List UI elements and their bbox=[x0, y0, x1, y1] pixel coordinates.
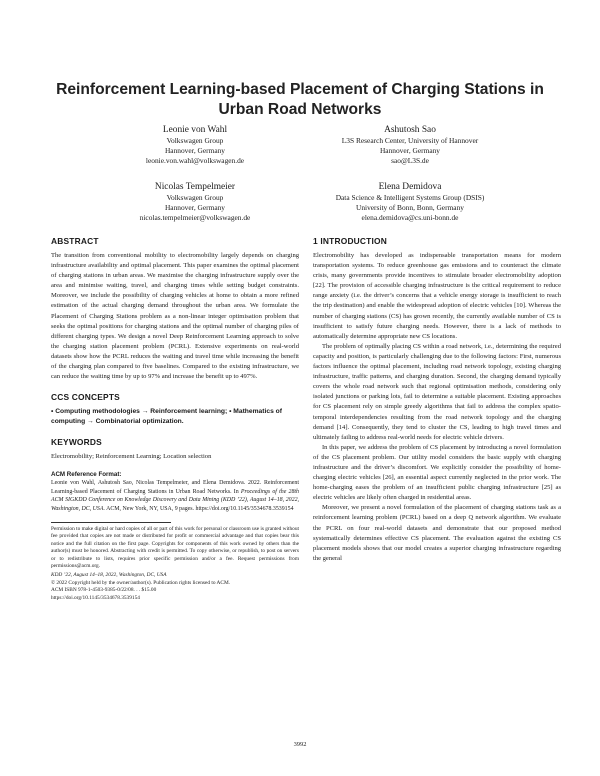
author-location: Hannover, Germany bbox=[164, 146, 226, 156]
right-column bbox=[313, 236, 561, 564]
acm-reference-part-1: Leonie von Wahl, Ashutosh Sao, Nicolas Tempelmeier, and Elena Demidova. 2022. Reinforcement Learning-based Placement of Charging Stations in Urban Road Networks. In bbox=[51, 480, 299, 495]
keywords-text: Electromobility; Reinforcement Learning; Location selection bbox=[51, 453, 212, 461]
introduction-heading: 1 INTRODUCTION bbox=[313, 236, 387, 246]
acm-reference-part-2: ACM, New York, NY, USA, 9 pages. https://doi.org/10.1145/3534678.3539154 bbox=[104, 505, 294, 512]
intro-paragraph-2: The problem of optimally placing CS within a road network, i.e., determining the required capacity and position, is particularly challenging due to the following factors: First, numerous factors influence the optimal placement, including road network topology, existing charging infrastructure, traffic patterns, and charging duration. Second, the charging demand typically covers the whole road network such that regional optimisation methods, considering only isolated junctions or parking lots, fail to determine a suitable placement. Existing approaches for CS placement rely on simple greedy algorithms that fail to address the complex spatio-temporal interdependencies resulting from the road network topology and the charging demand [14]. Consequently, they tend to cluster the CS, leading to high travel times and ultimately failing to address real-world needs for electric vehicle drivers. bbox=[313, 342, 561, 441]
acm-reference-venue: Proceedings of the 28th ACM SIGKDD Conference on Knowledge Discovery and Data Mining (KDD ’22), August 14–18, 2022, Washington, DC, USA. bbox=[51, 488, 300, 512]
author-location: University of Bonn, Bonn, Germany bbox=[356, 203, 464, 213]
author-email: nicolas.tempelmeier@volkswagen.de bbox=[139, 213, 251, 223]
author-block-4 bbox=[280, 181, 540, 224]
author-name: Leonie von Wahl bbox=[162, 125, 228, 135]
author-email: leonie.von.wahl@volkswagen.de bbox=[145, 156, 245, 166]
author-name: Ashutosh Sao bbox=[384, 125, 436, 135]
acm-reference-heading: ACM Reference Format: bbox=[51, 471, 122, 479]
ccs-concepts: • Computing methodologies → Reinforcement learning; • Mathematics of computing → Combinatorial optimization. bbox=[51, 408, 282, 426]
author-affiliation: Data Science & Intelligent Systems Group (DSIS) bbox=[335, 193, 485, 202]
author-affiliation: L3S Research Center, University of Hannover bbox=[341, 136, 479, 145]
copyright-line: © 2022 Copyright held by the owner/author(s). Publication rights licensed to ACM. bbox=[51, 579, 231, 586]
intro-paragraph-3: In this paper, we address the problem of CS placement by introducing a novel formulation of the CS placement problem. Our utility model considers the basic supply with charging infrastructure and the driver’s discomfort. We explicitly consider the possibility of home-charging electric vehicles [26], an essential aspect currently neglected in the prior work. The home-charging eases the problem of an insufficient public charging infrastructure [25] as electric vehicles are likely often charged in residential areas. bbox=[313, 443, 561, 502]
author-affiliation: Volkswagen Group bbox=[166, 193, 224, 202]
acm-reference-text bbox=[51, 479, 299, 513]
author-name: Nicolas Tempelmeier bbox=[154, 182, 236, 192]
author-name: Elena Demidova bbox=[378, 182, 442, 192]
footnote-block bbox=[51, 522, 299, 602]
doi-link[interactable]: https://doi.org/10.1145/3534678.3539154 bbox=[51, 594, 140, 601]
footnote-rule bbox=[51, 522, 171, 523]
author-email: elena.demidova@cs.uni-bonn.de bbox=[361, 213, 459, 223]
kdd-line: KDD ’22, August 14–18, 2022, Washington, DC, USA bbox=[51, 572, 167, 579]
intro-paragraph-1: Electromobility has developed as indispensable transportation means for modern transportation systems. To reduce greenhouse gas emissions and to counteract the climate crisis, many governments provide incentives to stimulate broader electromobility adoption [22]. The provision of accessible charging infrastructure is the critical requirement to reduce range anxiety (i.e. the driver’s concerns that a vehicle energy storage is insufficient to reach the trip destination) and enable the widespread adoption of electric vehicles [10]. Whereas the number of charging stations (CS) has grown recently, the currently available number of CS is insufficient to satisfy future charging needs. However, there is a lack of methods to automatically determine appropriate new CS locations. bbox=[313, 252, 561, 340]
keywords-heading: KEYWORDS bbox=[51, 437, 102, 448]
page-number: 3992 bbox=[293, 741, 307, 748]
author-block-2 bbox=[280, 124, 540, 167]
permission-notice: Permission to make digital or hard copies of all or part of this work for personal or classroom use is granted without fee provided that copies are not made or distributed for profit or commercial advantage and that copies bear this notice and the full citation on the first page. Copyrights for components of this work owned by others than the author(s) must be honored. Abstracting with credit is permitted. To copy otherwise, or republish, to post on servers or to redistribute to lists, requires prior specific permission and/or a fee. Request permissions from permissions@acm.org. bbox=[51, 525, 299, 569]
intro-paragraph-4: Moreover, we present a novel formulation of the placement of charging stations task as a reinforcement learning problem (PCRL) based on a deep Q network algorithm. We evaluate the PCRL on four real-world datasets and demonstrate that our proposed method systematically determines effective CS placement. The evaluation against the existing CS placement models shows that our model creates a superior charging infrastructure regarding the general bbox=[313, 504, 561, 562]
abstract-heading: ABSTRACT bbox=[51, 236, 99, 246]
author-location: Hannover, Germany bbox=[164, 203, 226, 213]
author-email: sao@L3S.de bbox=[391, 156, 429, 166]
author-affiliation: Volkswagen Group bbox=[166, 136, 224, 145]
left-column bbox=[51, 236, 299, 602]
author-location: Hannover, Germany bbox=[379, 146, 441, 156]
paper-title: Reinforcement Learning-based Placement of Charging Stations in Urban Road Networks bbox=[56, 81, 544, 118]
abstract-text: The transition from conventional mobility to electromobility largely depends on charging infrastructure availability and optimal placement. This paper examines the optimal placement of charging stations in urban areas. We maximise the charging infrastructure supply over the area and minimise waiting, travel, and charging times while setting budget constraints. Moreover, we include the possibility of charging vehicles at home to obtain a more refined estimation of the actual charging demand throughout the urban area. We formulate the Placement of Charging Stations problem as a non-linear integer optimisation problem that seeks the optimal positions for charging stations and the optimal number of charging piles of different charging types. We design a novel Deep Reinforcement Learning approach to solve the charging station placement problem (PCRL). Extensive experiments on real-world datasets show how the PCRL reduces the waiting and travel time while increasing the benefit of the charging plan compared to five baselines. Compared to the existing infrastructure, we can reduce the waiting time by up to 97% and increase the benefit up to 497%. bbox=[51, 252, 299, 381]
ccs-heading: CCS CONCEPTS bbox=[51, 392, 120, 403]
isbn-line: ACM ISBN 978-1-4503-9385-0/22/08. . . $15.00 bbox=[51, 587, 157, 594]
